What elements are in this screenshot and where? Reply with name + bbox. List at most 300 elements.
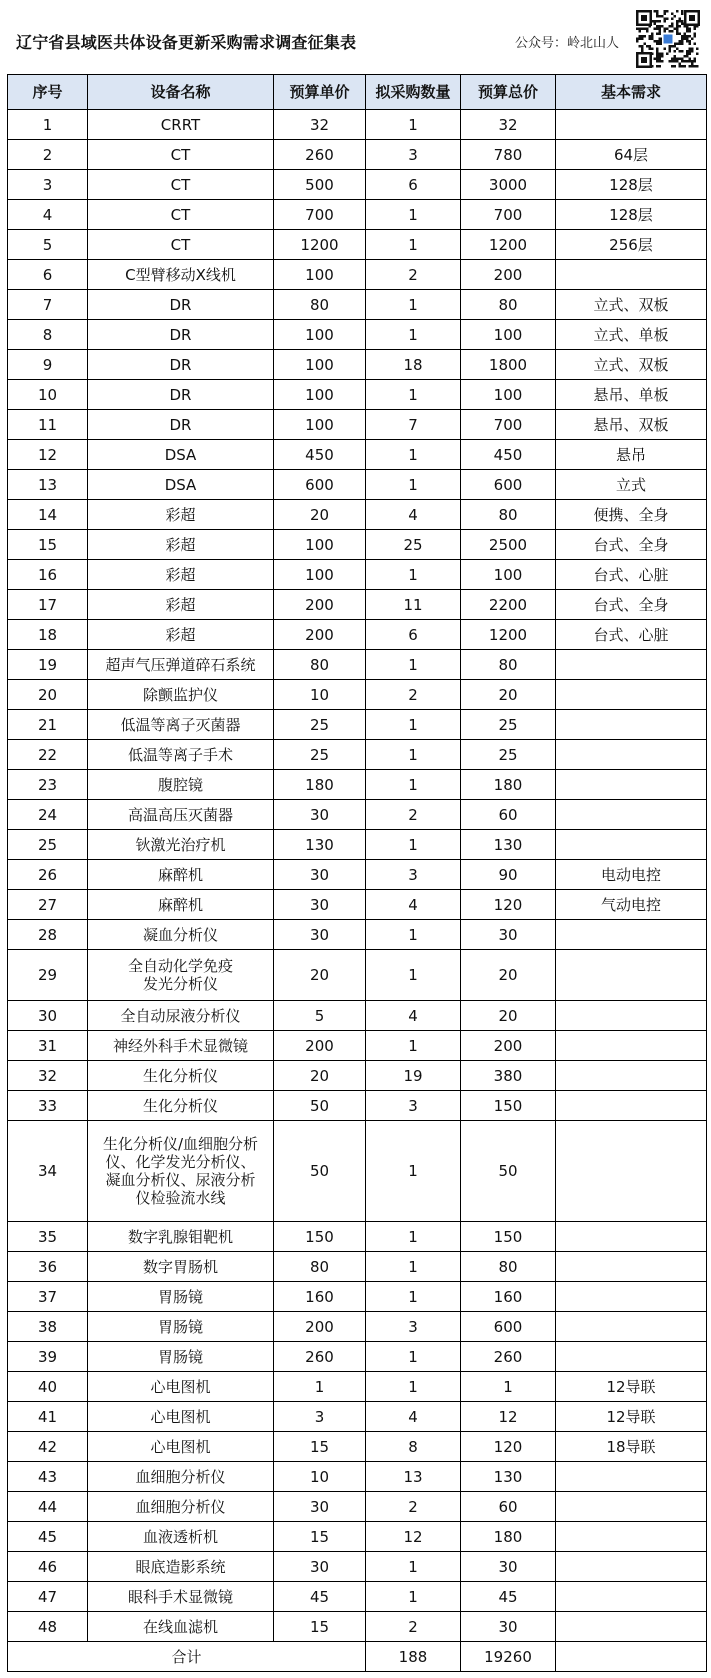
row-number: 12 — [8, 440, 88, 470]
table-header-row — [8, 75, 707, 110]
basic-requirement: 12导联 — [556, 1402, 707, 1432]
purchase-quantity: 13 — [366, 1462, 461, 1492]
row-number: 43 — [8, 1462, 88, 1492]
equipment-name: DSA — [88, 440, 274, 470]
table-row — [8, 770, 707, 800]
total-budget: 1 — [461, 1372, 556, 1402]
table-row — [8, 470, 707, 500]
row-number: 32 — [8, 1061, 88, 1091]
purchase-quantity: 1 — [366, 650, 461, 680]
purchase-quantity: 1 — [366, 440, 461, 470]
purchase-quantity: 2 — [366, 260, 461, 290]
equipment-name: 彩超 — [88, 590, 274, 620]
table-row — [8, 1552, 707, 1582]
equipment-name: 胃肠镜 — [88, 1312, 274, 1342]
table-row — [8, 410, 707, 440]
equipment-name: 在线血滤机 — [88, 1612, 274, 1642]
row-number: 16 — [8, 560, 88, 590]
row-number: 26 — [8, 860, 88, 890]
unit-budget: 160 — [274, 1282, 366, 1312]
table-row — [8, 1121, 707, 1222]
row-number: 1 — [8, 110, 88, 140]
equipment-name: DSA — [88, 470, 274, 500]
purchase-quantity: 1 — [366, 740, 461, 770]
table-row — [8, 1462, 707, 1492]
purchase-quantity: 1 — [366, 710, 461, 740]
unit-budget: 80 — [274, 290, 366, 320]
purchase-quantity: 1 — [366, 1252, 461, 1282]
table-row — [8, 920, 707, 950]
unit-budget: 130 — [274, 830, 366, 860]
total-budget: 80 — [461, 500, 556, 530]
table-row — [8, 800, 707, 830]
document-header — [0, 0, 711, 70]
row-number: 3 — [8, 170, 88, 200]
unit-budget: 50 — [274, 1091, 366, 1121]
row-number: 10 — [8, 380, 88, 410]
unit-budget: 180 — [274, 770, 366, 800]
total-budget: 20 — [461, 680, 556, 710]
table-row — [8, 170, 707, 200]
basic-requirement — [556, 1342, 707, 1372]
total-budget: 50 — [461, 1121, 556, 1222]
row-number: 14 — [8, 500, 88, 530]
row-number: 46 — [8, 1552, 88, 1582]
unit-budget: 32 — [274, 110, 366, 140]
equipment-name: 胃肠镜 — [88, 1342, 274, 1372]
basic-requirement: 12导联 — [556, 1372, 707, 1402]
basic-requirement: 立式 — [556, 470, 707, 500]
equipment-name: 心电图机 — [88, 1432, 274, 1462]
equipment-name: CT — [88, 230, 274, 260]
table-row — [8, 1612, 707, 1642]
row-number: 22 — [8, 740, 88, 770]
basic-requirement — [556, 1492, 707, 1522]
unit-budget: 1 — [274, 1372, 366, 1402]
unit-budget: 25 — [274, 740, 366, 770]
basic-requirement: 悬吊 — [556, 440, 707, 470]
unit-budget: 500 — [274, 170, 366, 200]
total-budget: 700 — [461, 410, 556, 440]
equipment-name: 腹腔镜 — [88, 770, 274, 800]
equipment-name: 超声气压弹道碎石系统 — [88, 650, 274, 680]
unit-budget: 15 — [274, 1522, 366, 1552]
table-row — [8, 530, 707, 560]
row-number: 21 — [8, 710, 88, 740]
total-budget: 180 — [461, 770, 556, 800]
purchase-quantity: 1 — [366, 770, 461, 800]
purchase-quantity: 1 — [366, 1552, 461, 1582]
table-row — [8, 830, 707, 860]
unit-budget: 30 — [274, 890, 366, 920]
purchase-quantity: 2 — [366, 680, 461, 710]
row-number: 29 — [8, 950, 88, 1001]
equipment-name: DR — [88, 290, 274, 320]
table-row — [8, 110, 707, 140]
unit-budget: 100 — [274, 260, 366, 290]
purchase-quantity: 3 — [366, 860, 461, 890]
unit-budget: 20 — [274, 1061, 366, 1091]
unit-budget: 100 — [274, 320, 366, 350]
total-budget: 120 — [461, 1432, 556, 1462]
basic-requirement: 64层 — [556, 140, 707, 170]
unit-budget: 15 — [274, 1432, 366, 1462]
purchase-quantity: 2 — [366, 800, 461, 830]
equipment-name: 心电图机 — [88, 1402, 274, 1432]
row-number: 23 — [8, 770, 88, 800]
total-budget: 32 — [461, 110, 556, 140]
total-budget: 120 — [461, 890, 556, 920]
table-row — [8, 860, 707, 890]
table-row — [8, 1061, 707, 1091]
total-budget: 25 — [461, 740, 556, 770]
equipment-name: CRRT — [88, 110, 274, 140]
total-budget: 780 — [461, 140, 556, 170]
row-number: 13 — [8, 470, 88, 500]
unit-budget: 45 — [274, 1582, 366, 1612]
table-row — [8, 230, 707, 260]
equipment-name: 血细胞分析仪 — [88, 1462, 274, 1492]
purchase-quantity: 1 — [366, 950, 461, 1001]
table-row — [8, 380, 707, 410]
equipment-name: CT — [88, 140, 274, 170]
purchase-quantity: 1 — [366, 920, 461, 950]
purchase-quantity: 1 — [366, 1282, 461, 1312]
purchase-quantity: 2 — [366, 1492, 461, 1522]
unit-budget: 200 — [274, 1031, 366, 1061]
total-budget: 100 — [461, 380, 556, 410]
purchase-quantity: 1 — [366, 1372, 461, 1402]
total-budget: 260 — [461, 1342, 556, 1372]
equipment-name: 心电图机 — [88, 1372, 274, 1402]
basic-requirement: 台式、心脏 — [556, 620, 707, 650]
table-row — [8, 650, 707, 680]
row-number: 17 — [8, 590, 88, 620]
basic-requirement: 悬吊、单板 — [556, 380, 707, 410]
purchase-quantity: 25 — [366, 530, 461, 560]
equipment-name: 麻醉机 — [88, 860, 274, 890]
column-header: 拟采购数量 — [366, 75, 461, 110]
total-budget: 25 — [461, 710, 556, 740]
purchase-quantity: 1 — [366, 1222, 461, 1252]
equipment-name: 生化分析仪/血细胞分析 仪、化学发光分析仪、 凝血分析仪、尿液分析 仪检验流水线 — [88, 1121, 274, 1222]
basic-requirement — [556, 1282, 707, 1312]
total-budget: 2500 — [461, 530, 556, 560]
account-label: 公众号：岭北山人 — [515, 36, 620, 51]
row-number: 36 — [8, 1252, 88, 1282]
basic-requirement: 电动电控 — [556, 860, 707, 890]
purchase-quantity: 1 — [366, 320, 461, 350]
purchase-quantity: 1 — [366, 230, 461, 260]
row-number: 30 — [8, 1001, 88, 1031]
purchase-quantity: 19 — [366, 1061, 461, 1091]
equipment-name: 数字乳腺钼靶机 — [88, 1222, 274, 1252]
unit-budget: 10 — [274, 1462, 366, 1492]
unit-budget: 30 — [274, 800, 366, 830]
table-row — [8, 500, 707, 530]
table-row — [8, 260, 707, 290]
equipment-name: C型臂移动X线机 — [88, 260, 274, 290]
total-budget: 80 — [461, 290, 556, 320]
table-row — [8, 290, 707, 320]
row-number: 4 — [8, 200, 88, 230]
column-header: 序号 — [8, 75, 88, 110]
total-budget: 700 — [461, 200, 556, 230]
basic-requirement — [556, 260, 707, 290]
row-number: 40 — [8, 1372, 88, 1402]
equipment-name: DR — [88, 380, 274, 410]
row-number: 5 — [8, 230, 88, 260]
basic-requirement — [556, 920, 707, 950]
unit-budget: 100 — [274, 560, 366, 590]
table-row — [8, 1402, 707, 1432]
basic-requirement — [556, 110, 707, 140]
table-row — [8, 1432, 707, 1462]
purchase-quantity: 6 — [366, 620, 461, 650]
basic-requirement: 立式、单板 — [556, 320, 707, 350]
total-budget: 20 — [461, 950, 556, 1001]
basic-requirement — [556, 1612, 707, 1642]
qr-code-icon — [636, 10, 700, 68]
equipment-name: CT — [88, 170, 274, 200]
table-row — [8, 560, 707, 590]
equipment-name: 眼科手术显微镜 — [88, 1582, 274, 1612]
purchase-quantity: 1 — [366, 290, 461, 320]
row-number: 39 — [8, 1342, 88, 1372]
basic-requirement — [556, 1091, 707, 1121]
purchase-quantity: 2 — [366, 1612, 461, 1642]
table-row — [8, 1091, 707, 1121]
basic-requirement — [556, 800, 707, 830]
total-budget: 200 — [461, 260, 556, 290]
unit-budget: 25 — [274, 710, 366, 740]
column-header: 基本需求 — [556, 75, 707, 110]
table-row — [8, 1372, 707, 1402]
row-number: 19 — [8, 650, 88, 680]
equipment-table — [7, 74, 707, 1672]
equipment-name: 钬激光治疗机 — [88, 830, 274, 860]
table-row — [8, 1222, 707, 1252]
purchase-quantity: 1 — [366, 1031, 461, 1061]
row-number: 37 — [8, 1282, 88, 1312]
row-number: 48 — [8, 1612, 88, 1642]
basic-requirement — [556, 1001, 707, 1031]
basic-requirement — [556, 1582, 707, 1612]
unit-budget: 100 — [274, 380, 366, 410]
equipment-name: 生化分析仪 — [88, 1091, 274, 1121]
table-row — [8, 140, 707, 170]
equipment-name: 神经外科手术显微镜 — [88, 1031, 274, 1061]
row-number: 6 — [8, 260, 88, 290]
unit-budget: 700 — [274, 200, 366, 230]
equipment-name: 凝血分析仪 — [88, 920, 274, 950]
row-number: 45 — [8, 1522, 88, 1552]
table-row — [8, 440, 707, 470]
unit-budget: 20 — [274, 500, 366, 530]
basic-requirement — [556, 650, 707, 680]
equipment-name: 血细胞分析仪 — [88, 1492, 274, 1522]
total-budget: 380 — [461, 1061, 556, 1091]
table-row — [8, 620, 707, 650]
equipment-name: 麻醉机 — [88, 890, 274, 920]
purchase-quantity: 4 — [366, 890, 461, 920]
row-number: 25 — [8, 830, 88, 860]
equipment-name: 高温高压灭菌器 — [88, 800, 274, 830]
unit-budget: 20 — [274, 950, 366, 1001]
total-budget: 30 — [461, 920, 556, 950]
row-number: 20 — [8, 680, 88, 710]
unit-budget: 80 — [274, 650, 366, 680]
basic-requirement: 256层 — [556, 230, 707, 260]
row-number: 35 — [8, 1222, 88, 1252]
total-budget: 1200 — [461, 620, 556, 650]
equipment-name: 生化分析仪 — [88, 1061, 274, 1091]
purchase-quantity: 1 — [366, 200, 461, 230]
unit-budget: 600 — [274, 470, 366, 500]
column-header: 预算总价 — [461, 75, 556, 110]
table-row — [8, 710, 707, 740]
total-budget: 20 — [461, 1001, 556, 1031]
total-budget: 80 — [461, 650, 556, 680]
table-row — [8, 1031, 707, 1061]
basic-requirement — [556, 830, 707, 860]
equipment-name: 彩超 — [88, 620, 274, 650]
unit-budget: 200 — [274, 620, 366, 650]
document-title: 辽宁省县域医共体设备更新采购需求调查征集表 — [16, 33, 357, 52]
purchase-quantity: 7 — [366, 410, 461, 440]
equipment-name: 全自动化学免疫 发光分析仪 — [88, 950, 274, 1001]
row-number: 31 — [8, 1031, 88, 1061]
equipment-name: 全自动尿液分析仪 — [88, 1001, 274, 1031]
unit-budget: 5 — [274, 1001, 366, 1031]
table-row — [8, 740, 707, 770]
total-budget: 1800 — [461, 350, 556, 380]
total-budget: 100 — [461, 320, 556, 350]
basic-requirement: 立式、双板 — [556, 290, 707, 320]
basic-requirement — [556, 1522, 707, 1552]
table-row — [8, 590, 707, 620]
row-number: 27 — [8, 890, 88, 920]
total-budget: 130 — [461, 1462, 556, 1492]
equipment-name: 血液透析机 — [88, 1522, 274, 1552]
unit-budget: 100 — [274, 530, 366, 560]
purchase-quantity: 1 — [366, 1342, 461, 1372]
purchase-quantity: 1 — [366, 560, 461, 590]
unit-budget: 30 — [274, 1552, 366, 1582]
column-header: 预算单价 — [274, 75, 366, 110]
table-row — [8, 1522, 707, 1552]
unit-budget: 260 — [274, 1342, 366, 1372]
total-budget: 600 — [461, 470, 556, 500]
total-budget: 100 — [461, 560, 556, 590]
table-row — [8, 1252, 707, 1282]
unit-budget: 1200 — [274, 230, 366, 260]
unit-budget: 100 — [274, 350, 366, 380]
total-budget: 30 — [461, 1552, 556, 1582]
table-row — [8, 1342, 707, 1372]
basic-requirement: 128层 — [556, 170, 707, 200]
total-budget: 150 — [461, 1091, 556, 1121]
basic-requirement: 台式、心脏 — [556, 560, 707, 590]
total-budget: 180 — [461, 1522, 556, 1552]
basic-requirement — [556, 1462, 707, 1492]
basic-requirement — [556, 1312, 707, 1342]
total-budget: 1200 — [461, 230, 556, 260]
unit-budget: 3 — [274, 1402, 366, 1432]
row-number: 8 — [8, 320, 88, 350]
total-budget: 130 — [461, 830, 556, 860]
total-quantity: 188 — [366, 1642, 461, 1672]
purchase-quantity: 4 — [366, 1402, 461, 1432]
total-budget: 60 — [461, 1492, 556, 1522]
total-budget: 450 — [461, 440, 556, 470]
total-budget: 600 — [461, 1312, 556, 1342]
unit-budget: 150 — [274, 1222, 366, 1252]
unit-budget: 200 — [274, 590, 366, 620]
equipment-name: CT — [88, 200, 274, 230]
table-row — [8, 200, 707, 230]
table-row — [8, 680, 707, 710]
basic-requirement: 立式、双板 — [556, 350, 707, 380]
unit-budget: 260 — [274, 140, 366, 170]
basic-requirement — [556, 1061, 707, 1091]
basic-requirement — [556, 950, 707, 1001]
row-number: 47 — [8, 1582, 88, 1612]
purchase-quantity: 1 — [366, 470, 461, 500]
row-number: 44 — [8, 1492, 88, 1522]
table-row — [8, 1282, 707, 1312]
total-budget: 90 — [461, 860, 556, 890]
purchase-quantity: 3 — [366, 140, 461, 170]
purchase-quantity: 18 — [366, 350, 461, 380]
unit-budget: 200 — [274, 1312, 366, 1342]
total-budget: 2200 — [461, 590, 556, 620]
equipment-name: DR — [88, 320, 274, 350]
equipment-name: 胃肠镜 — [88, 1282, 274, 1312]
purchase-quantity: 4 — [366, 1001, 461, 1031]
row-number: 9 — [8, 350, 88, 380]
basic-requirement: 台式、全身 — [556, 590, 707, 620]
row-number: 33 — [8, 1091, 88, 1121]
total-budget: 80 — [461, 1252, 556, 1282]
equipment-name: 彩超 — [88, 560, 274, 590]
unit-budget: 10 — [274, 680, 366, 710]
total-budget: 12 — [461, 1402, 556, 1432]
total-amount: 19260 — [461, 1642, 556, 1672]
purchase-quantity: 12 — [366, 1522, 461, 1552]
equipment-name: DR — [88, 350, 274, 380]
total-label: 合计 — [8, 1642, 366, 1672]
unit-budget: 80 — [274, 1252, 366, 1282]
basic-requirement — [556, 710, 707, 740]
purchase-quantity: 1 — [366, 830, 461, 860]
basic-requirement — [556, 740, 707, 770]
basic-requirement: 悬吊、双板 — [556, 410, 707, 440]
basic-requirement — [556, 1121, 707, 1222]
basic-requirement — [556, 1552, 707, 1582]
purchase-quantity: 1 — [366, 110, 461, 140]
basic-requirement — [556, 770, 707, 800]
column-header: 设备名称 — [88, 75, 274, 110]
row-number: 42 — [8, 1432, 88, 1462]
equipment-name: 彩超 — [88, 530, 274, 560]
basic-requirement — [556, 1222, 707, 1252]
basic-requirement — [556, 1031, 707, 1061]
unit-budget: 50 — [274, 1121, 366, 1222]
table-body — [8, 110, 707, 1642]
total-empty-cell — [556, 1642, 707, 1672]
row-number: 2 — [8, 140, 88, 170]
